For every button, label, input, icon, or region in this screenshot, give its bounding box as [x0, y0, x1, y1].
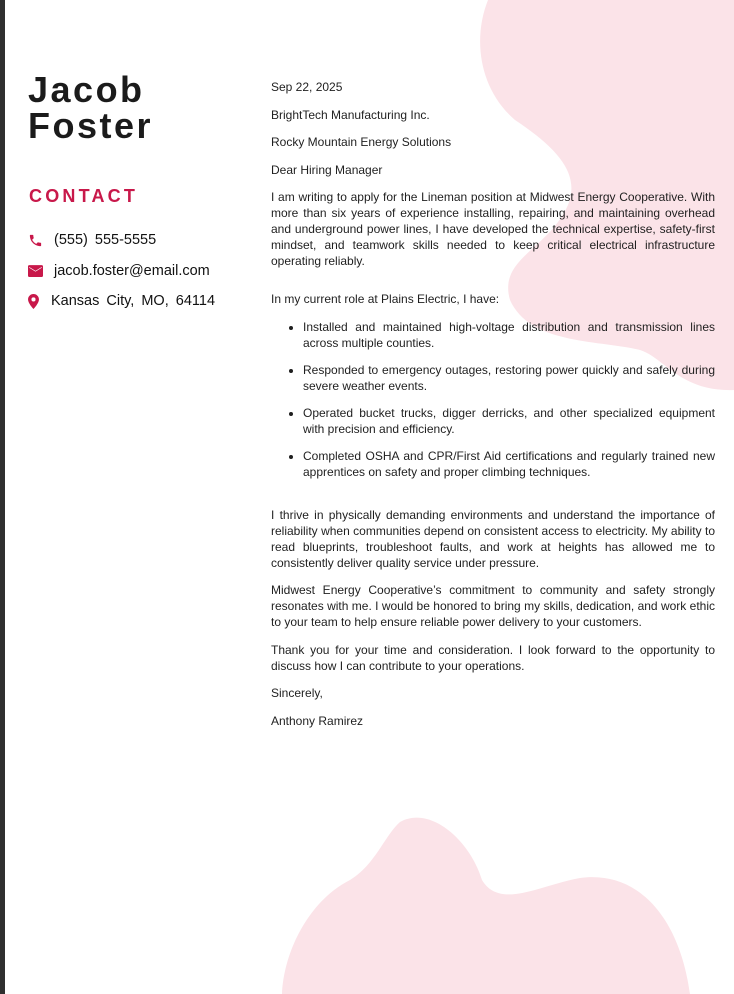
- contact-email: [28, 256, 215, 287]
- contact-heading: CONTACT: [29, 186, 139, 206]
- intro-paragraph: I am writing to apply for the Lineman position at Midwest Energy Cooperative. With more than six years of experience installing, repairing, and maintaining overhead and underground power lines, I have developed the technical expertise, safety-first mindset, and teamwork skills needed to keep critical electrical infrastructure operating reliably.: [271, 190, 715, 268]
- map-pin-icon: [28, 294, 40, 309]
- letter-date: Sep 22, 2025: [271, 80, 343, 94]
- signature-name: Anthony Ramirez: [271, 713, 364, 728]
- body-paragraph: Thank you for your time and consideration. I look forward to the opportunity to discuss how I can contribute to your operations.: [271, 642, 715, 673]
- page-edge: [0, 0, 5, 994]
- applicant-name: [28, 69, 154, 146]
- experience-lead-in: In my current role at Plains Electric, I have:: [271, 292, 500, 306]
- bottom-blob: [282, 818, 690, 994]
- location-text: Kansas City, MO, 64114: [51, 293, 216, 310]
- list-item: • Operated bucket trucks, digger derricks, and other specialized equipment with precision and efficiency.: [303, 405, 715, 437]
- email-address: jacob.foster@email.com: [54, 262, 210, 279]
- salutation: Dear Hiring Manager: [271, 162, 383, 177]
- achievement-list: [271, 319, 715, 480]
- contact-list: [28, 225, 215, 317]
- recipient-company: Rocky Mountain Energy Solutions: [271, 135, 452, 149]
- phone-icon: [28, 233, 46, 248]
- body-paragraph: I thrive in physically demanding environments and understand the importance of reliability when communities depend on consistent access to electricity. My ability to read blueprints, troubleshoot faults, and work at heights has allowed me to consistently deliver quality service under pressure.: [271, 507, 715, 570]
- contact-phone: [28, 225, 215, 256]
- list-item: • Responded to emergency outages, restoring power quickly and safely during severe weather events.: [303, 362, 715, 394]
- first-name: Jacob: [28, 69, 145, 110]
- list-item: • Installed and maintained high-voltage distribution and transmission lines across multiple counties.: [303, 319, 715, 351]
- phone-number: (555) 555-5555: [54, 232, 157, 249]
- list-item: • Completed OSHA and CPR/First Aid certifications and regularly trained new apprentices on safety and proper climbing techniques.: [303, 448, 715, 480]
- envelope-icon: [28, 265, 46, 277]
- company-name: BrightTech Manufacturing Inc.: [271, 107, 430, 122]
- body-paragraph: Midwest Energy Cooperative’s commitment to community and safety strongly resonates with me. I would be honored to bring my skills, dedication, and work ethic to your team to help ensure reliable power delivery to your customers.: [271, 583, 715, 629]
- letter-body: [271, 79, 715, 740]
- last-name: Foster: [28, 105, 154, 146]
- signoff: Sincerely,: [271, 686, 323, 700]
- contact-location: [28, 286, 215, 317]
